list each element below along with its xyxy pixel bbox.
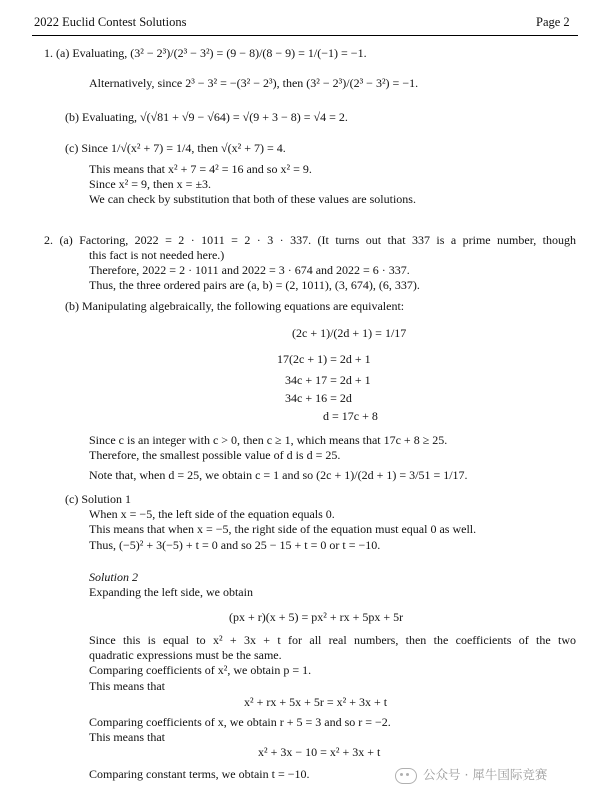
text-line: Comparing coefficients of x², we obtain p = 1. bbox=[89, 663, 312, 677]
header-rule bbox=[32, 35, 578, 36]
text-line: Comparing coefficients of x, we obtain r + 5 = 3 and so r = −2. bbox=[89, 715, 391, 729]
text-line: (2c + 1)/(2d + 1) = 1/17 bbox=[292, 326, 407, 340]
text-line: 34c + 17 = 2d + 1 bbox=[285, 373, 371, 387]
text-line: When x = −5, the left side of the equation equals 0. bbox=[89, 507, 335, 521]
document-title: 2022 Euclid Contest Solutions bbox=[34, 15, 187, 29]
text-line: 1. (a) Evaluating, (3² − 2³)/(2³ − 3²) = (9 − 8)/(8 − 9) = 1/(−1) = −1. bbox=[44, 46, 367, 60]
text-line: This means that when x = −5, the right side of the equation must equal 0 as well. bbox=[89, 522, 477, 536]
text-line: This means that x² + 7 = 4² = 16 and so x² = 9. bbox=[89, 162, 312, 176]
text-line: 34c + 16 = 2d bbox=[285, 391, 352, 405]
text-line: Thus, (−5)² + 3(−5) + t = 0 and so 25 − 15 + t = 0 or t = −10. bbox=[89, 538, 381, 552]
text-line: Therefore, the smallest possible value of d is d = 25. bbox=[89, 448, 341, 462]
text-line: Note that, when d = 25, we obtain c = 1 and so (2c + 1)/(2d + 1) = 3/51 = 1/17. bbox=[89, 468, 468, 482]
text-line: Alternatively, since 2³ − 3² = −(3² − 2³), then (3² − 2³)/(2³ − 3²) = −1. bbox=[89, 76, 419, 90]
page-number: Page 2 bbox=[536, 15, 570, 29]
text-line: (b) Evaluating, √(√81 + √9 − √64) = √(9 + 3 − 8) = √4 = 2. bbox=[65, 110, 348, 124]
text-line: Solution 2 bbox=[89, 570, 139, 584]
text-line: Since c is an integer with c > 0, then c ≥ 1, which means that 17c + 8 ≥ 25. bbox=[89, 433, 448, 447]
text-line: this fact is not needed here.) bbox=[89, 248, 225, 262]
text-line: (c) Solution 1 bbox=[65, 492, 131, 506]
watermark: 公众号 · 犀牛国际竞赛 bbox=[395, 762, 595, 788]
text-line: (c) Since 1/√(x² + 7) = 1/4, then √(x² + 7) = 4. bbox=[65, 141, 286, 155]
text-line: Therefore, 2022 = 2 · 1011 and 2022 = 3 · 674 and 2022 = 6 · 337. bbox=[89, 263, 410, 277]
text-line: x² + rx + 5x + 5r = x² + 3x + t bbox=[244, 695, 388, 709]
text-line: Comparing constant terms, we obtain t = −10. bbox=[89, 767, 310, 781]
text-line: We can check by substitution that both of these values are solutions. bbox=[89, 192, 416, 206]
text-line: 17(2c + 1) = 2d + 1 bbox=[277, 352, 371, 366]
text-line: Expanding the left side, we obtain bbox=[89, 585, 253, 599]
text-line: 2. (a) Factoring, 2022 = 2 · 1011 = 2 · 3 · 337. (It turns out that 337 is a prime number, though bbox=[44, 233, 576, 247]
text-line: This means that bbox=[89, 679, 165, 693]
text-line: (b) Manipulating algebraically, the following equations are equivalent: bbox=[65, 299, 405, 313]
text-line: This means that bbox=[89, 730, 165, 744]
text-line: Thus, the three ordered pairs are (a, b) = (2, 1011), (3, 674), (6, 337). bbox=[89, 278, 420, 292]
text-line: (px + r)(x + 5) = px² + rx + 5px + 5r bbox=[229, 610, 404, 624]
text-line: d = 17c + 8 bbox=[323, 409, 378, 423]
text-line: Since this is equal to x² + 3x + t for all real numbers, then the coefficients of the two bbox=[89, 633, 576, 647]
text-line: quadratic expressions must be the same. bbox=[89, 648, 282, 662]
wechat-icon bbox=[395, 768, 417, 784]
text-line: x² + 3x − 10 = x² + 3x + t bbox=[258, 745, 381, 759]
text-line: Since x² = 9, then x = ±3. bbox=[89, 177, 212, 191]
